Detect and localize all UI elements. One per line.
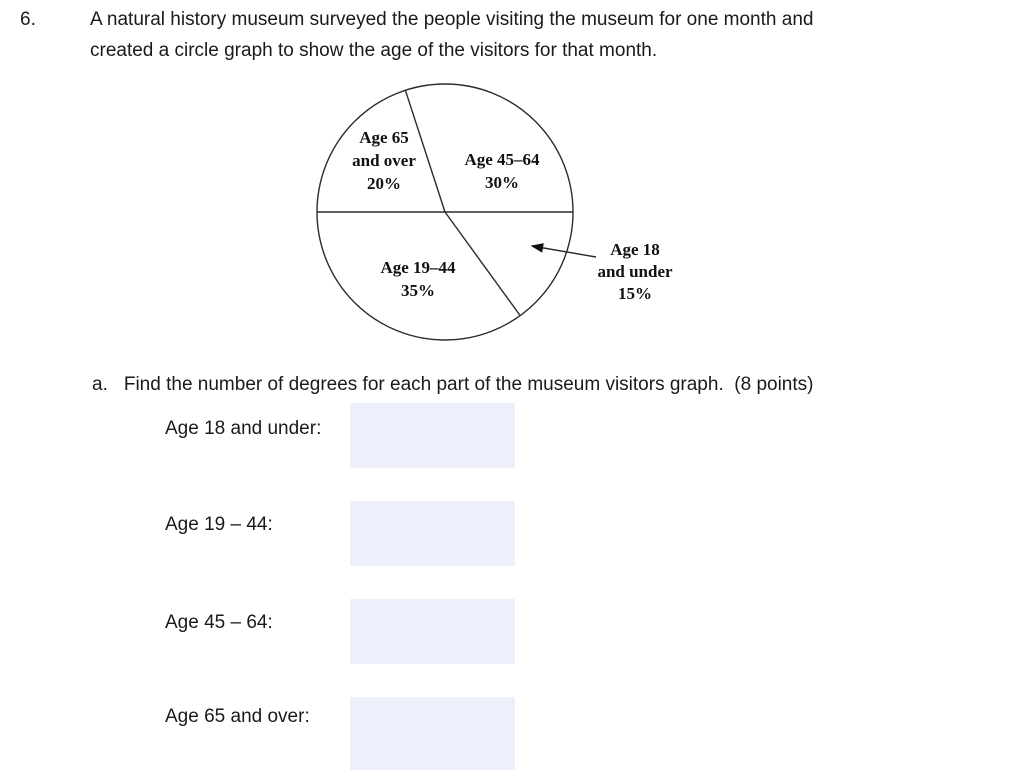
- pie-chart: [280, 75, 700, 355]
- svg-text:35%: 35%: [401, 281, 435, 300]
- svg-text:30%: 30%: [485, 173, 519, 192]
- problem-statement: [90, 4, 970, 66]
- pie-slice-boundary: [445, 212, 520, 316]
- problem-statement-line2: created a circle graph to show the age of the visitors for that month.: [90, 40, 658, 61]
- svg-text:and over: and over: [352, 151, 416, 170]
- answer-input-age-19-44[interactable]: [350, 501, 515, 566]
- answer-label-age-65-over: Age 65 and over:: [165, 706, 310, 727]
- answer-input-age-65-over[interactable]: [350, 697, 515, 770]
- svg-text:Age 19–44: Age 19–44: [380, 258, 456, 277]
- part-a-prompt: Find the number of degrees for each part of the museum visitors graph. (8 points): [123, 374, 814, 395]
- answer-input-age-18-under[interactable]: [350, 403, 515, 468]
- svg-text:15%: 15%: [618, 284, 652, 303]
- part-a-label: a.: [92, 374, 108, 395]
- svg-text:20%: 20%: [367, 174, 401, 193]
- answer-label-age-45-64: Age 45 – 64:: [165, 612, 273, 633]
- svg-text:Age 18: Age 18: [610, 240, 660, 259]
- answer-input-age-45-64[interactable]: [350, 599, 515, 664]
- pie-label-age-18-under: [597, 240, 673, 303]
- callout-arrow: [532, 246, 596, 257]
- svg-text:Age 45–64: Age 45–64: [464, 150, 540, 169]
- pie-label-age-19-44: [380, 258, 456, 300]
- problem-statement-line1: A natural history museum surveyed the people visiting the museum for one month and: [90, 9, 814, 30]
- answer-label-age-18-under: Age 18 and under:: [165, 418, 322, 439]
- pie-slice-boundaries: [317, 90, 573, 315]
- svg-text:and under: and under: [597, 262, 673, 281]
- problem-number: 6.: [20, 9, 36, 30]
- answer-label-age-19-44: Age 19 – 44:: [165, 514, 273, 535]
- pie-label-age-65-over: [352, 128, 416, 193]
- pie-label-age-45-64: [464, 150, 540, 192]
- part-a: [92, 369, 992, 400]
- svg-text:Age 65: Age 65: [359, 128, 409, 147]
